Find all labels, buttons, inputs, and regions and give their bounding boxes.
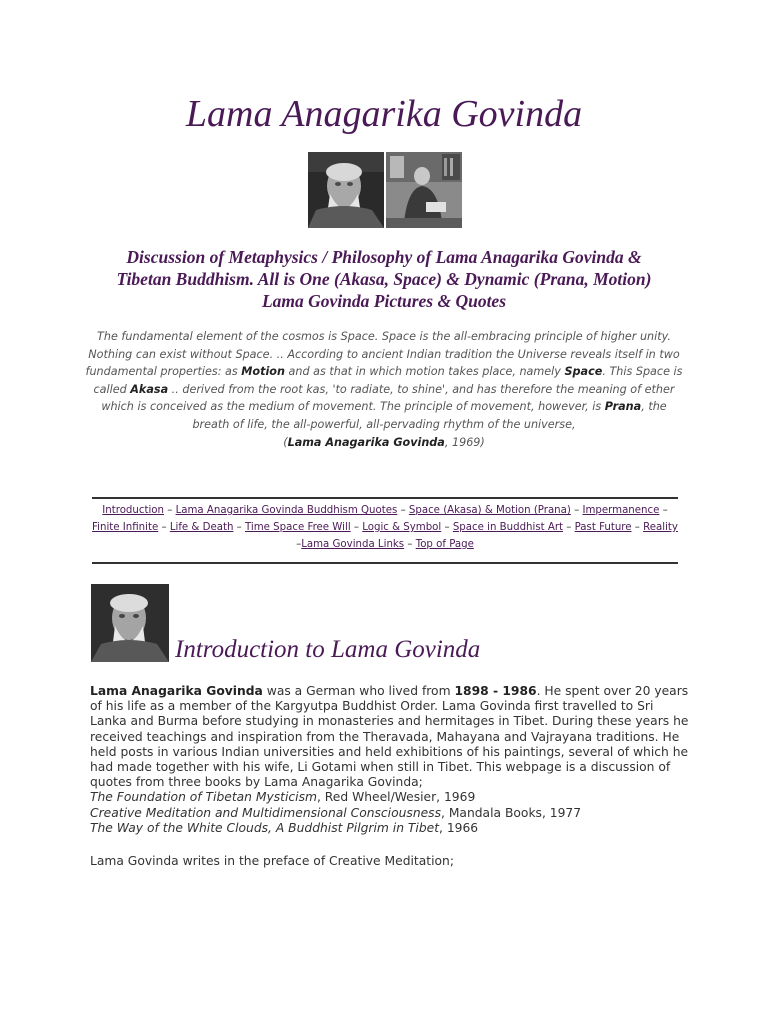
quote-citation-author: Lama Anagarika Govinda bbox=[287, 435, 445, 449]
nav-link-lama-govinda-links[interactable]: Lama Govinda Links bbox=[301, 539, 405, 550]
quote-text: and as that in which motion takes place, namely bbox=[284, 365, 565, 379]
nav-separator: – bbox=[634, 522, 640, 533]
subtitle-line-1: Discussion of Metaphysics / Philosophy of Lama Anagarika Govinda & bbox=[126, 247, 642, 267]
subtitle-line-2: Tibetan Buddhism. All is One (Akasa, Space) & Dynamic (Prana, Motion) bbox=[116, 269, 652, 289]
closing-paragraph: Lama Govinda writes in the preface of Creative Meditation; bbox=[90, 854, 454, 868]
quote-text: . This Space is called bbox=[93, 365, 683, 396]
book-title-3: The Way of the White Clouds, A Buddhist Pilgrim in Tibet bbox=[90, 820, 440, 835]
nav-separator: – bbox=[296, 539, 302, 550]
intro-name: Lama Anagarika Govinda bbox=[90, 684, 263, 698]
seated-lama-photo bbox=[386, 152, 462, 228]
header-photos bbox=[308, 152, 462, 228]
nav-separator: – bbox=[444, 522, 450, 533]
intro-portrait-photo bbox=[91, 584, 169, 662]
page-title: Lama Anagarika Govinda bbox=[185, 93, 583, 135]
quote-citation-open: ( bbox=[283, 435, 288, 449]
subtitle-line-3: Lama Govinda Pictures & Quotes bbox=[261, 291, 507, 311]
intro-text: was a German who lived from bbox=[262, 684, 455, 698]
portrait-photo bbox=[308, 152, 384, 228]
nav-bottom-divider bbox=[92, 562, 678, 564]
intro-paragraph bbox=[90, 684, 690, 836]
nav-link-reality[interactable]: Reality bbox=[643, 522, 678, 533]
nav-link-introduction[interactable]: Introduction bbox=[102, 505, 164, 516]
page-subtitle bbox=[80, 246, 688, 312]
quote-text: The fundamental element of the cosmos is Space. Space is the all-embracing principle of higher unity. Nothing can exist without Space. .. According to ancient Indian tradition the Universe reveals itself in two fundamental properties: as bbox=[85, 330, 680, 379]
intro-years: 1898 - 1986 bbox=[454, 684, 537, 698]
nav-separator: – bbox=[353, 522, 359, 533]
book-publisher-2: , Mandala Books, 1977 bbox=[441, 805, 582, 820]
nav-separator: – bbox=[574, 505, 580, 516]
book-publisher-1: , Red Wheel/Wesier, 1969 bbox=[316, 790, 476, 805]
nav-separator: – bbox=[662, 505, 668, 516]
nav-separator: – bbox=[161, 522, 167, 533]
quote-citation-year: , 1969) bbox=[444, 435, 485, 449]
nav-link-logic-symbol[interactable]: Logic & Symbol bbox=[362, 522, 442, 533]
book-publisher-3: , 1966 bbox=[439, 820, 479, 835]
nav-separator: – bbox=[407, 539, 413, 550]
nav-link-buddhism-quotes[interactable]: Lama Anagarika Govinda Buddhism Quotes bbox=[175, 505, 398, 516]
intro-text: . He spent over 20 years of his life as a member of the Kargyutpa Buddhist Order. Lama Govinda first travelled to Sri Lanka and Burma before studying in monasteries and hermitages in Tibet. During these years he received teachings and inspiration from the Theravada, Mahayana and Vajrayana traditions. He held posts in various Indian universities and held exhibitions of his paintings, several of which he had made together with his wife, Li Gotami when still in Tibet. This webpage is a discussion of quotes from three books by Lama Anagarika Govinda; bbox=[90, 684, 689, 790]
nav-link-past-future[interactable]: Past Future bbox=[574, 522, 632, 533]
book-title-2: Creative Meditation and Multidimensional Consciousness bbox=[90, 805, 441, 820]
nav-link-space-buddhist-art[interactable]: Space in Buddhist Art bbox=[452, 522, 564, 533]
nav-separator: – bbox=[236, 522, 242, 533]
quote-text: .. derived from the root kas, 'to radiate, to shine', and has therefore the meaning of ether which is conceived as the medium of movement. The principle of movement, however, is bbox=[101, 382, 675, 414]
nav-separator: – bbox=[167, 505, 173, 516]
nav-link-top-of-page[interactable]: Top of Page bbox=[415, 539, 474, 550]
quote-emphasis-akasa: Akasa bbox=[130, 382, 169, 396]
section-nav bbox=[92, 502, 678, 553]
nav-link-finite-infinite[interactable]: Finite Infinite bbox=[92, 522, 159, 533]
quote-emphasis-motion: Motion bbox=[241, 365, 285, 379]
book-title-1: The Foundation of Tibetan Mysticism bbox=[90, 790, 317, 805]
intro-quote bbox=[84, 328, 684, 451]
nav-link-time-space-free-will[interactable]: Time Space Free Will bbox=[245, 522, 351, 533]
nav-separator: – bbox=[400, 505, 406, 516]
nav-link-space-motion[interactable]: Space (Akasa) & Motion (Prana) bbox=[408, 505, 571, 516]
quote-emphasis-space: Space bbox=[564, 365, 603, 379]
intro-heading: Introduction to Lama Govinda bbox=[175, 636, 481, 663]
nav-link-life-death[interactable]: Life & Death bbox=[169, 522, 234, 533]
nav-link-impermanence[interactable]: Impermanence bbox=[582, 505, 660, 516]
nav-top-divider bbox=[92, 497, 678, 499]
quote-emphasis-prana: Prana bbox=[604, 400, 642, 414]
quote-text: , the breath of life, the all-powerful, all-pervading rhythm of the universe, bbox=[192, 400, 667, 431]
nav-separator: – bbox=[566, 522, 572, 533]
